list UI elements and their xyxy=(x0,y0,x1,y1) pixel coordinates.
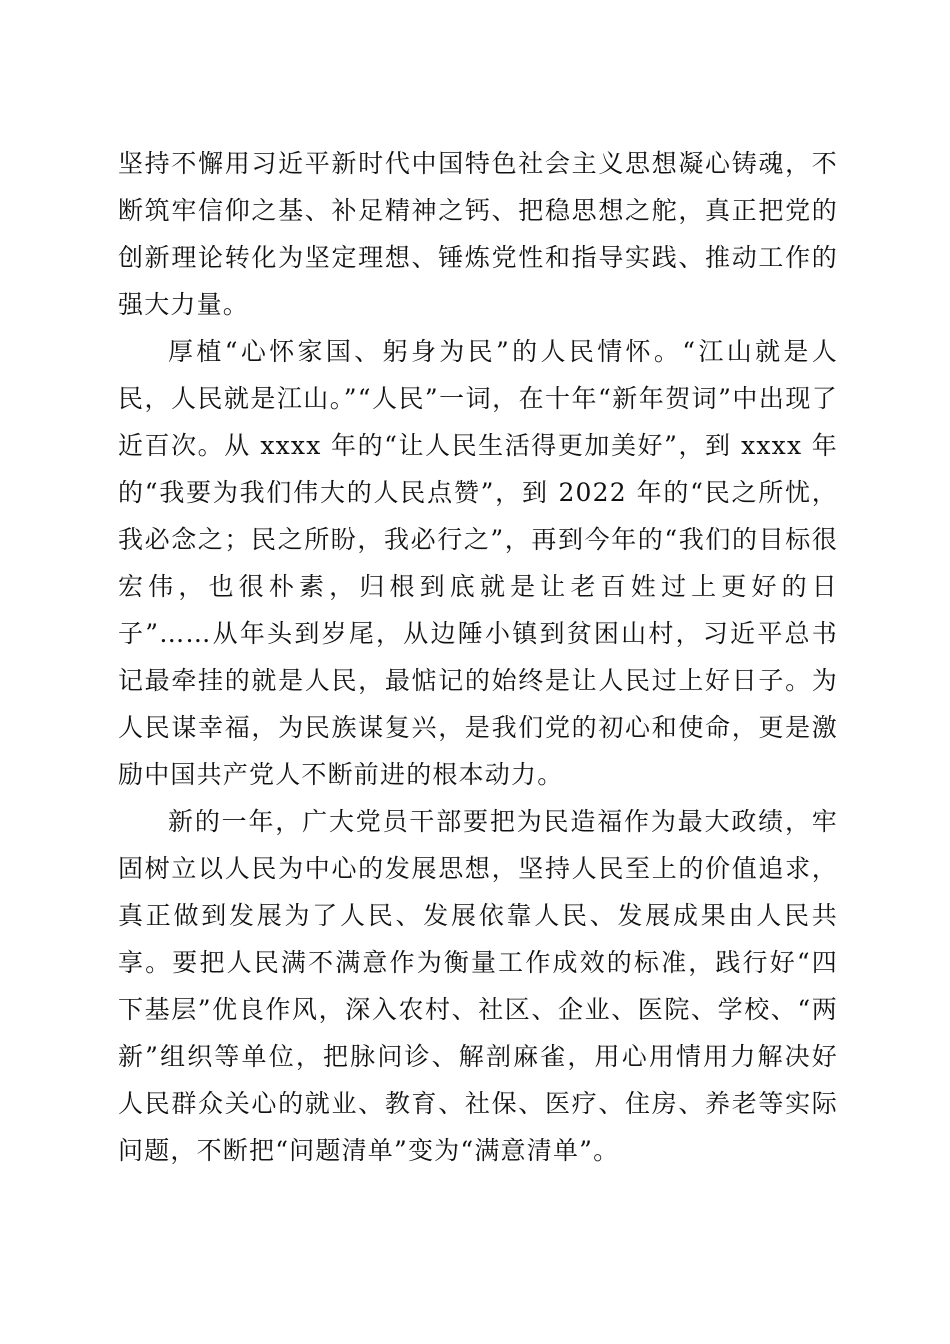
paragraph-continuation: 坚持不懈用习近平新时代中国特色社会主义思想凝心铸魂，不断筑牢信仰之基、补足精神之钙、把稳思想之舵，真正把党的创新理论转化为坚定理想、锤炼党性和指导实践、推动工作的强大力量。 xyxy=(118,149,838,319)
document-body xyxy=(118,140,838,1174)
paragraph-new-year: 新的一年，广大党员干部要把为民造福作为最大政绩，牢固树立以人民为中心的发展思想，坚持人民至上的价值追求，真正做到发展为了人民、发展依靠人民、发展成果由人民共享。要把人民满不满意作为衡量工作成效的标准，践行好“四下基层”优良作风，深入农村、社区、企业、医院、学校、“两新”组织等单位，把脉问诊、解剖麻雀，用心用情用力解决好人民群众关心的就业、教育、社保、医疗、住房、养老等实际问题，不断把“问题清单”变为“满意清单”。 xyxy=(118,807,838,1165)
paragraph-people-sentiment: 厚植“心怀家国、躬身为民”的人民情怀。“江山就是人民，人民就是江山。”“人民”一词，在十年“新年贺词”中出现了近百次。从 xxxx 年的“让人民生活得更加美好”，到 xxxx 年的“我要为我们伟大的人民点赞”，到 2022 年的“民之所忧，我必念之；民之所盼，我必行之”，再到今年的“我们的目标很宏伟，也很朴素，归根到底就是让老百姓过上更好的日子”……从年头到岁尾，从边陲小镇到贫困山村，习近平总书记最牵挂的就是人民，最惦记的始终是让人民过上好日子。为人民谋幸福，为民族谋复兴，是我们党的初心和使命，更是激励中国共产党人不断前进的根本动力。 xyxy=(118,337,838,789)
